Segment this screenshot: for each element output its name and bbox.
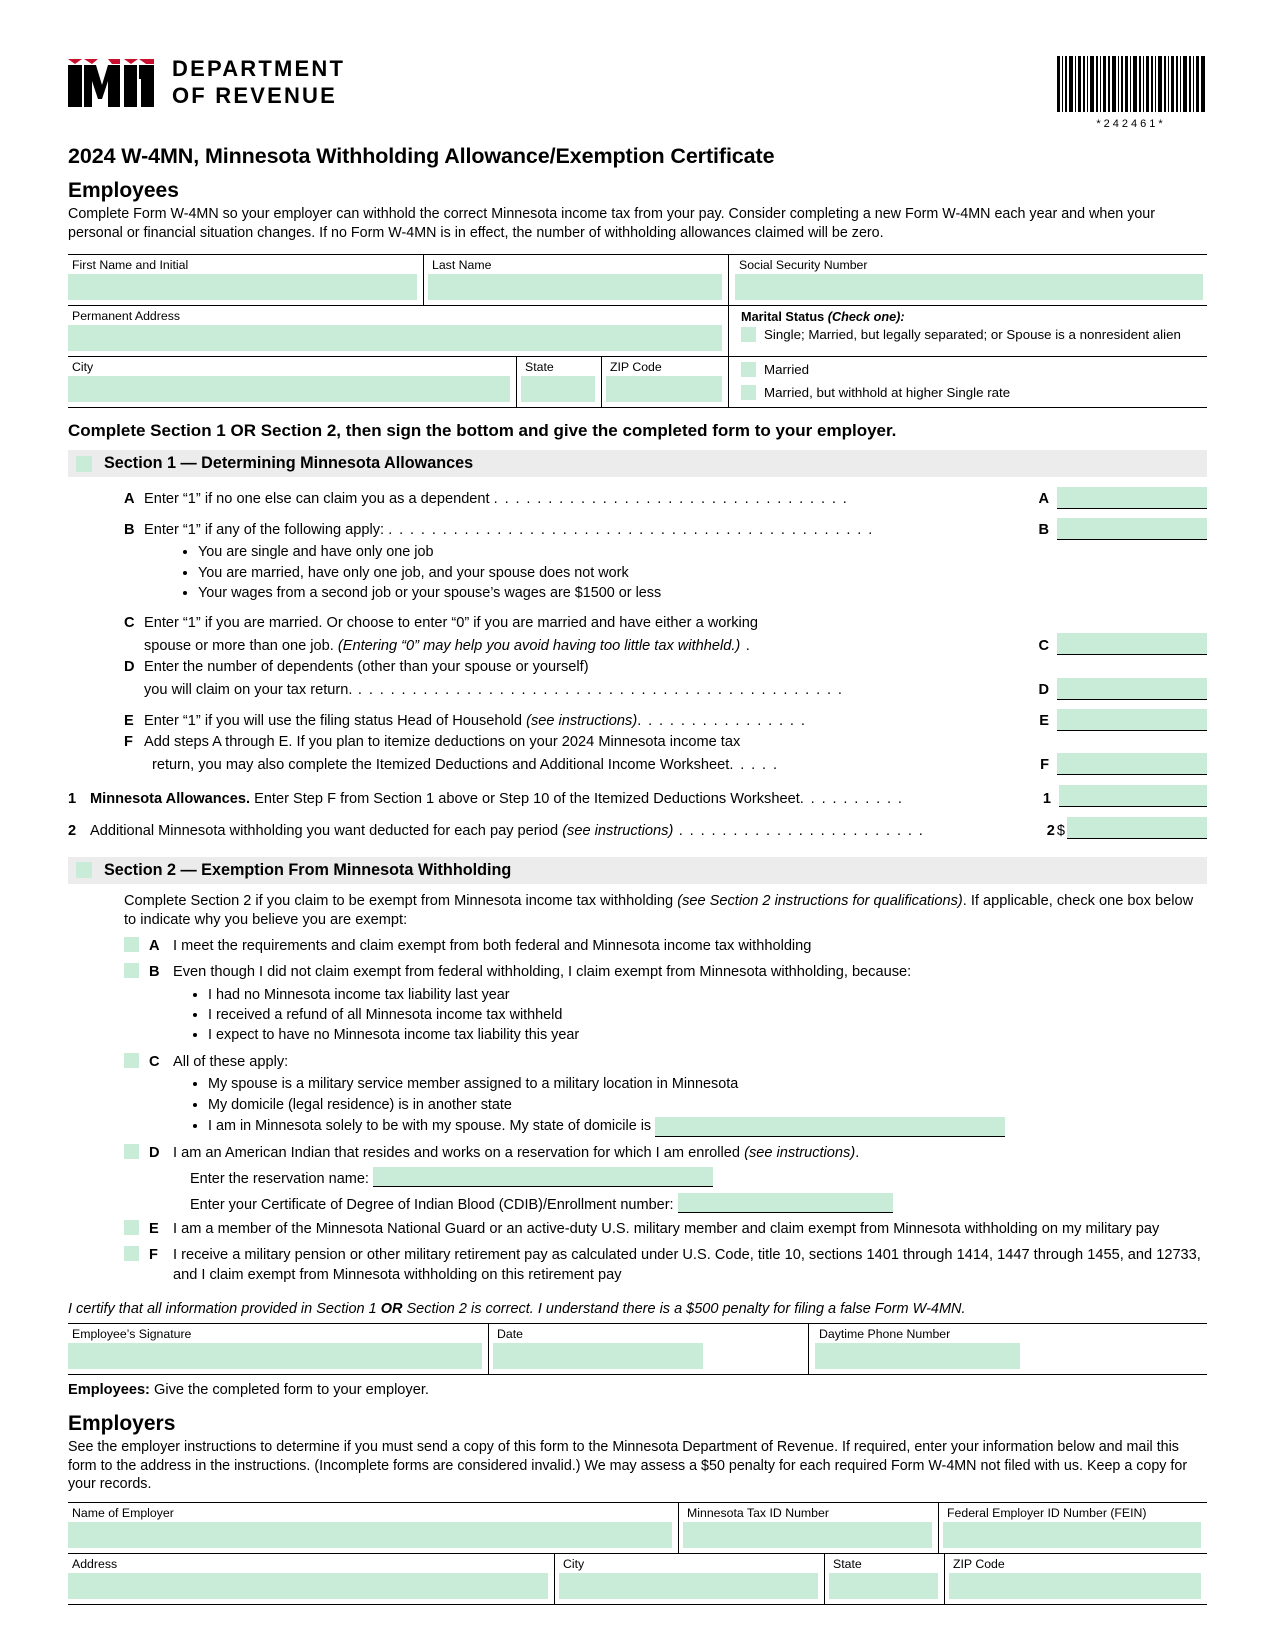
- line-d-line2: [144, 681, 1027, 700]
- line-e-text: [144, 712, 1027, 731]
- date-cell: [488, 1324, 808, 1374]
- marital-option-single[interactable]: [735, 327, 1207, 343]
- line-e-letter: E: [124, 713, 134, 730]
- line-d: [124, 658, 1207, 700]
- line-b-letter: B: [124, 522, 135, 539]
- row1-input[interactable]: [1059, 785, 1207, 807]
- exempt-f-label: I receive a military pension or other military retirement pay as calculated under U.S. Code, title 10, sections 1401 through 1414, 1447 through 1455, and 12733, and I claim exempt from Minnesota withholding on this retirement pay: [173, 1247, 1201, 1283]
- employers-text: See the employer instructions to determine if you must send a copy of this form to the Minnesota Department of Revenue. If required, enter your information below and mail this form to the address in the instructions. (Incomplete forms are considered invalid.) We may assess a $50 penalty for each required Form W-4MN not filed with us. Keep a copy for your records.: [68, 1438, 1188, 1493]
- employees-closing-bold: Employees:: [68, 1381, 150, 1398]
- mn-tax-id-cell: [678, 1503, 938, 1553]
- barcode-icon: [1056, 56, 1206, 112]
- last-name-label: Last Name: [432, 258, 492, 273]
- state-cell: [516, 357, 601, 407]
- row2-currency-symbol: $: [1056, 822, 1065, 839]
- fein-cell: [938, 1503, 1207, 1553]
- exempt-e-letter: E: [149, 1221, 159, 1238]
- last-name-cell: [423, 255, 728, 305]
- employer-state-label: State: [833, 1557, 862, 1572]
- marital-status-title: [735, 310, 1207, 324]
- line-b-label: Enter “1” if any of the following apply:: [144, 522, 385, 539]
- zip-cell: [601, 357, 728, 407]
- line-f-line1: Add steps A through E. If you plan to itemize deductions on your 2024 Minnesota income tax: [144, 733, 741, 750]
- employer-address-label: Address: [72, 1557, 118, 1572]
- exempt-d-label: [173, 1144, 1207, 1163]
- marital-extra-cell: [728, 357, 1207, 407]
- complete-instruction: Complete Section 1 OR Section 2, then sign the bottom and give the completed form to your employer.: [68, 421, 897, 441]
- mn-tax-id-input[interactable]: [683, 1522, 932, 1548]
- signature-table: [68, 1323, 1207, 1375]
- line-d-line2-text: you will claim on your tax return.: [144, 682, 353, 699]
- line-f-first: [124, 733, 1207, 752]
- line-e: [124, 709, 1207, 731]
- state-label: State: [525, 360, 554, 375]
- ssn-input[interactable]: [735, 274, 1203, 300]
- line-f-dots: . . . . .: [729, 756, 779, 773]
- line-f-input[interactable]: [1057, 753, 1207, 775]
- first-name-cell: [68, 255, 423, 305]
- checkbox-exempt-e-icon[interactable]: [124, 1220, 139, 1235]
- exempt-c-bullets: [190, 1074, 1207, 1137]
- row1-label: Enter Step F from Section 1 above or Step 10 of the Itemized Deductions Worksheet: [250, 790, 800, 807]
- line-c-first: [124, 614, 1207, 633]
- phone-input[interactable]: [815, 1343, 1020, 1369]
- employer-city-cell: [554, 1554, 824, 1604]
- line-f-second: [124, 753, 1207, 775]
- exempt-e-label: I am a member of the Minnesota National Guard or an active-duty U.S. military member and claim exempt from Minnesota withholding on my military pay: [173, 1221, 1160, 1238]
- employer-name-row: [68, 1503, 1207, 1554]
- line-c-line2-italic: (Entering “0” may help you avoid having too little tax withheld.): [337, 637, 741, 654]
- employer-city-input[interactable]: [559, 1573, 818, 1599]
- checkbox-higher-single-icon[interactable]: [741, 385, 756, 400]
- line-a-text: [144, 490, 1027, 509]
- employer-address-cell: [68, 1554, 554, 1604]
- line-b-bullets: [180, 542, 1207, 603]
- line-f-letter: F: [124, 733, 133, 750]
- line-a-right-letter: A: [1038, 491, 1049, 508]
- line-c-line1: Enter “1” if you are married. Or choose to enter “0” if you are married and have either a working: [144, 614, 759, 631]
- line-c-input[interactable]: [1057, 633, 1207, 655]
- line-c-dots: .: [740, 637, 752, 654]
- line-a-input[interactable]: [1057, 487, 1207, 509]
- phone-label: Daytime Phone Number: [819, 1326, 951, 1341]
- address-marital-row: [68, 306, 1207, 357]
- exempt-b-bullets: [190, 985, 1207, 1046]
- date-label: Date: [497, 1326, 523, 1341]
- list-item: • You are married, have only one job, and your spouse does not work: [198, 563, 1207, 583]
- exempt-d-text: I am an American Indian that resides and works on a reservation for which I am enrolled: [173, 1144, 745, 1161]
- checkbox-exempt-d-icon[interactable]: [124, 1144, 139, 1159]
- name-ssn-row: [68, 255, 1207, 306]
- checkbox-exempt-a-icon[interactable]: [124, 937, 139, 952]
- exempt-d-letter: D: [149, 1144, 160, 1161]
- employees-intro: Complete Form W-4MN so your employer can withhold the correct Minnesota income tax from your pay. Consider completing a new Form W-4MN each year and when your personal or financial situation changes. If no Form W-4MN is in effect, the number of withholding allowances claimed will be zero.: [68, 206, 1156, 241]
- list-item: • You are single and have only one job: [198, 542, 1207, 562]
- exempt-b-letter: B: [149, 964, 160, 981]
- section2-body: [68, 892, 1207, 1285]
- list-item: • I had no Minnesota income tax liability last year: [208, 985, 1207, 1005]
- line-b-input[interactable]: [1057, 518, 1207, 540]
- marital-status-hint: (Check one):: [827, 310, 905, 325]
- marital-option-married[interactable]: [735, 362, 1207, 378]
- employer-address-row: [68, 1554, 1207, 1605]
- agency-name: [172, 56, 345, 110]
- line-a-dots: . . . . . . . . . . . . . . . . . . . . . . . . . . . . . . . . .: [493, 491, 849, 508]
- ssn-cell: [728, 255, 1207, 305]
- exempt-option-e[interactable]: [124, 1220, 1207, 1239]
- permanent-address-input[interactable]: [68, 325, 722, 351]
- phone-cell: [808, 1324, 1207, 1374]
- exempt-c-label: All of these apply:: [173, 1053, 289, 1070]
- checkbox-single-icon[interactable]: [741, 327, 756, 342]
- city-label: City: [72, 360, 94, 375]
- employer-state-input[interactable]: [829, 1573, 938, 1599]
- checkbox-exempt-c-icon[interactable]: [124, 1053, 139, 1068]
- line-d-line1: Enter the number of dependents (other than your spouse or yourself): [144, 659, 589, 676]
- employer-zip-cell: [944, 1554, 1207, 1604]
- certify-bold: OR: [380, 1300, 403, 1317]
- line-a: [124, 487, 1207, 509]
- exempt-b-label: Even though I did not claim exempt from federal withholding, I claim exempt from Minnesota withholding, because:: [173, 964, 912, 981]
- list-item: • I received a refund of all Minnesota income tax withheld: [208, 1005, 1207, 1025]
- fein-label: Federal Employer ID Number (FEIN): [947, 1506, 1147, 1521]
- line-c-second: [124, 633, 1207, 655]
- employee-info-table: [68, 254, 1207, 408]
- line-f-line2-text: return, you may also complete the Itemized Deductions and Additional Income Worksheet: [152, 756, 730, 773]
- employer-state-cell: [824, 1554, 944, 1604]
- exempt-a-letter: A: [149, 938, 160, 955]
- certify-part-a: I certify that all information provided in Section 1: [68, 1300, 381, 1317]
- section1-checkbox-icon[interactable]: [76, 456, 92, 472]
- section2-title: Section 2 — Exemption From Minnesota Withholding: [104, 860, 512, 879]
- agency-name-line1: DEPARTMENT: [172, 56, 346, 81]
- state-input[interactable]: [521, 376, 595, 402]
- line-d-input[interactable]: [1057, 678, 1207, 700]
- line-e-input[interactable]: [1057, 709, 1207, 731]
- employer-city-label: City: [563, 1557, 585, 1572]
- list-item: • My domicile (legal residence) is in another state: [208, 1095, 1207, 1116]
- row1-dots: . . . . . . . . . .: [799, 790, 904, 807]
- exempt-option-b[interactable]: [124, 963, 1207, 982]
- section1-body: [68, 487, 1207, 774]
- signature-input[interactable]: [68, 1343, 482, 1369]
- line-c-right-letter: C: [1038, 637, 1049, 654]
- signature-row: [68, 1324, 1207, 1375]
- employer-address-input[interactable]: [68, 1573, 548, 1599]
- certification-statement: [68, 1301, 1207, 1317]
- employer-zip-label: ZIP Code: [953, 1557, 1005, 1572]
- line-a-letter: A: [124, 491, 135, 508]
- line-c-line2: [144, 637, 1027, 656]
- employer-info-table: [68, 1502, 1207, 1605]
- ssn-label: Social Security Number: [739, 258, 868, 273]
- mn-logo-icon: [68, 59, 154, 107]
- fein-input[interactable]: [943, 1522, 1201, 1548]
- line-b-dots: . . . . . . . . . . . . . . . . . . . . . . . . . . . . . . . . . . . . . . . . . . . . .: [388, 522, 874, 539]
- permanent-address-label: Permanent Address: [72, 309, 180, 324]
- first-name-input[interactable]: [68, 274, 417, 300]
- city-input[interactable]: [68, 376, 510, 402]
- section1-header: [68, 450, 1207, 477]
- exempt-option-f[interactable]: [124, 1246, 1207, 1285]
- signature-label: Employee’s Signature: [72, 1326, 192, 1341]
- exempt-a-label: I meet the requirements and claim exempt from both federal and Minnesota income tax withholding: [173, 938, 812, 955]
- line-e-dots: . . . . . . . . . . . . . . . .: [637, 713, 807, 730]
- checkbox-exempt-b-icon[interactable]: [124, 963, 139, 978]
- line-c-line2-text: spouse or more than one job.: [144, 637, 338, 654]
- employer-name-cell: [68, 1503, 678, 1553]
- employees-heading: Employees: [68, 179, 179, 202]
- list-item: • I expect to have no Minnesota income tax liability this year: [208, 1025, 1207, 1045]
- section2-header: [68, 857, 1207, 884]
- row2-dots: . . . . . . . . . . . . . . . . . . . . . . .: [673, 822, 925, 839]
- employers-heading: Employers: [68, 1411, 176, 1435]
- line-d-letter: D: [124, 659, 135, 676]
- reservation-name-label: Enter the reservation name:: [190, 1171, 369, 1188]
- line-e-italic: (see instructions): [526, 713, 638, 730]
- mn-tax-id-label: Minnesota Tax ID Number: [687, 1506, 829, 1521]
- date-input[interactable]: [493, 1343, 703, 1369]
- marital-status-label: Marital Status: [741, 310, 825, 325]
- employees-closing: [68, 1382, 1207, 1398]
- page-title: 2024 W-4MN, Minnesota Withholding Allowance/Exemption Certificate: [68, 144, 775, 168]
- first-name-label: First Name and Initial: [72, 258, 189, 273]
- list-item: [208, 1116, 1207, 1137]
- section2-intro: [124, 892, 1207, 931]
- line-d-first: [124, 658, 1207, 677]
- row2-text: [90, 823, 1033, 839]
- marital-option-married-label: Married: [764, 362, 810, 378]
- row2-italic: (see instructions): [562, 822, 674, 839]
- barcode-block: [1055, 56, 1207, 130]
- city-state-zip-row: [68, 357, 1207, 408]
- line-a-label: Enter “1” if no one else can claim you as a dependent: [144, 491, 490, 508]
- checkbox-married-icon[interactable]: [741, 362, 756, 377]
- list-item: • My spouse is a military service member assigned to a military location in Minnesota: [208, 1074, 1207, 1095]
- row1-text: [90, 791, 1029, 807]
- permanent-address-cell: [68, 306, 728, 356]
- line-f: [124, 733, 1207, 775]
- page-header: [68, 56, 1207, 130]
- line-b-text: [144, 521, 1027, 540]
- section2-checkbox-icon[interactable]: [76, 862, 92, 878]
- line-e-right-letter: E: [1039, 713, 1049, 730]
- exempt-f-letter: F: [149, 1247, 158, 1264]
- exempt-option-a[interactable]: [124, 937, 1207, 956]
- row-minnesota-allowances: [68, 785, 1207, 807]
- row2-label: Additional Minnesota withholding you want deducted for each pay period: [90, 822, 563, 839]
- line-f-line2: [144, 756, 1027, 775]
- marital-option-higher-single-label: Married, but withhold at higher Single rate: [764, 384, 1011, 400]
- row1-bold: Minnesota Allowances.: [90, 790, 251, 807]
- marital-option-single-label: Single; Married, but legally separated; or Spouse is a nonresident alien: [764, 327, 1181, 343]
- signature-cell: [68, 1324, 488, 1374]
- exempt-c-domicile-label: I am in Minnesota solely to be with my spouse. My state of domicile is: [208, 1117, 652, 1134]
- certify-part-b: Section 2 is correct. I understand there is a $500 penalty for filing a false Form W-4MN.: [402, 1300, 966, 1317]
- reservation-name-input[interactable]: [373, 1167, 713, 1187]
- marital-status-cell: [728, 306, 1207, 356]
- agency-logo: [68, 56, 345, 110]
- employer-name-label: Name of Employer: [72, 1506, 174, 1521]
- zip-label: ZIP Code: [610, 360, 662, 375]
- agency-name-line2: OF REVENUE: [172, 82, 338, 108]
- list-item: • Your wages from a second job or your spouse’s wages are $1500 or less: [198, 583, 1207, 603]
- state-of-domicile-input[interactable]: [655, 1117, 1005, 1137]
- exempt-c-letter: C: [149, 1053, 160, 1070]
- row1-number: 1: [68, 790, 77, 807]
- section2-intro-italic: (see Section 2 instructions for qualifications): [677, 892, 963, 909]
- line-f-right-letter: F: [1040, 756, 1049, 773]
- marital-option-higher-single[interactable]: [735, 385, 1207, 401]
- row1-right-number: 1: [1042, 790, 1051, 807]
- section2-intro-a: Complete Section 2 if you claim to be exempt from Minnesota income tax withholding: [124, 892, 678, 909]
- row-additional-withholding: [68, 817, 1207, 839]
- line-d-second: [124, 678, 1207, 700]
- checkbox-exempt-f-icon[interactable]: [124, 1246, 139, 1261]
- row2-input[interactable]: [1067, 817, 1207, 839]
- employer-zip-input[interactable]: [949, 1573, 1201, 1599]
- zip-input[interactable]: [606, 376, 722, 402]
- exempt-d-italic: (see instructions): [744, 1144, 856, 1161]
- line-b: [124, 518, 1207, 540]
- employer-name-input[interactable]: [68, 1522, 672, 1548]
- row2-number: 2: [68, 822, 77, 839]
- line-e-label: Enter “1” if you will use the filing status Head of Household: [144, 713, 527, 730]
- line-d-right-letter: D: [1038, 682, 1049, 699]
- section2-intro-b: . If applicable, check one box below to indicate why you believe you are exempt:: [124, 892, 1194, 928]
- line-c-letter: C: [124, 614, 135, 631]
- last-name-input[interactable]: [428, 274, 722, 300]
- cdib-row: [190, 1193, 1207, 1213]
- reservation-name-row: [190, 1167, 1207, 1187]
- line-b-right-letter: B: [1038, 522, 1049, 539]
- city-cell: [68, 357, 516, 407]
- employees-closing-text: Give the completed form to your employer.: [149, 1381, 429, 1398]
- row2-right-number: 2: [1046, 822, 1055, 839]
- line-d-dots: . . . . . . . . . . . . . . . . . . . . . . . . . . . . . . . . . . . . . . . . . . . . .: [352, 682, 844, 699]
- exempt-d-period: .: [855, 1144, 860, 1161]
- line-c: [124, 614, 1207, 656]
- exempt-option-d[interactable]: [124, 1144, 1207, 1163]
- barcode-number: *242461*: [1096, 118, 1166, 130]
- cdib-input[interactable]: [678, 1193, 893, 1213]
- cdib-label: Enter your Certificate of Degree of Indian Blood (CDIB)/Enrollment number:: [190, 1197, 674, 1214]
- exempt-option-c[interactable]: [124, 1053, 1207, 1072]
- section1-title: Section 1 — Determining Minnesota Allowances: [104, 454, 474, 473]
